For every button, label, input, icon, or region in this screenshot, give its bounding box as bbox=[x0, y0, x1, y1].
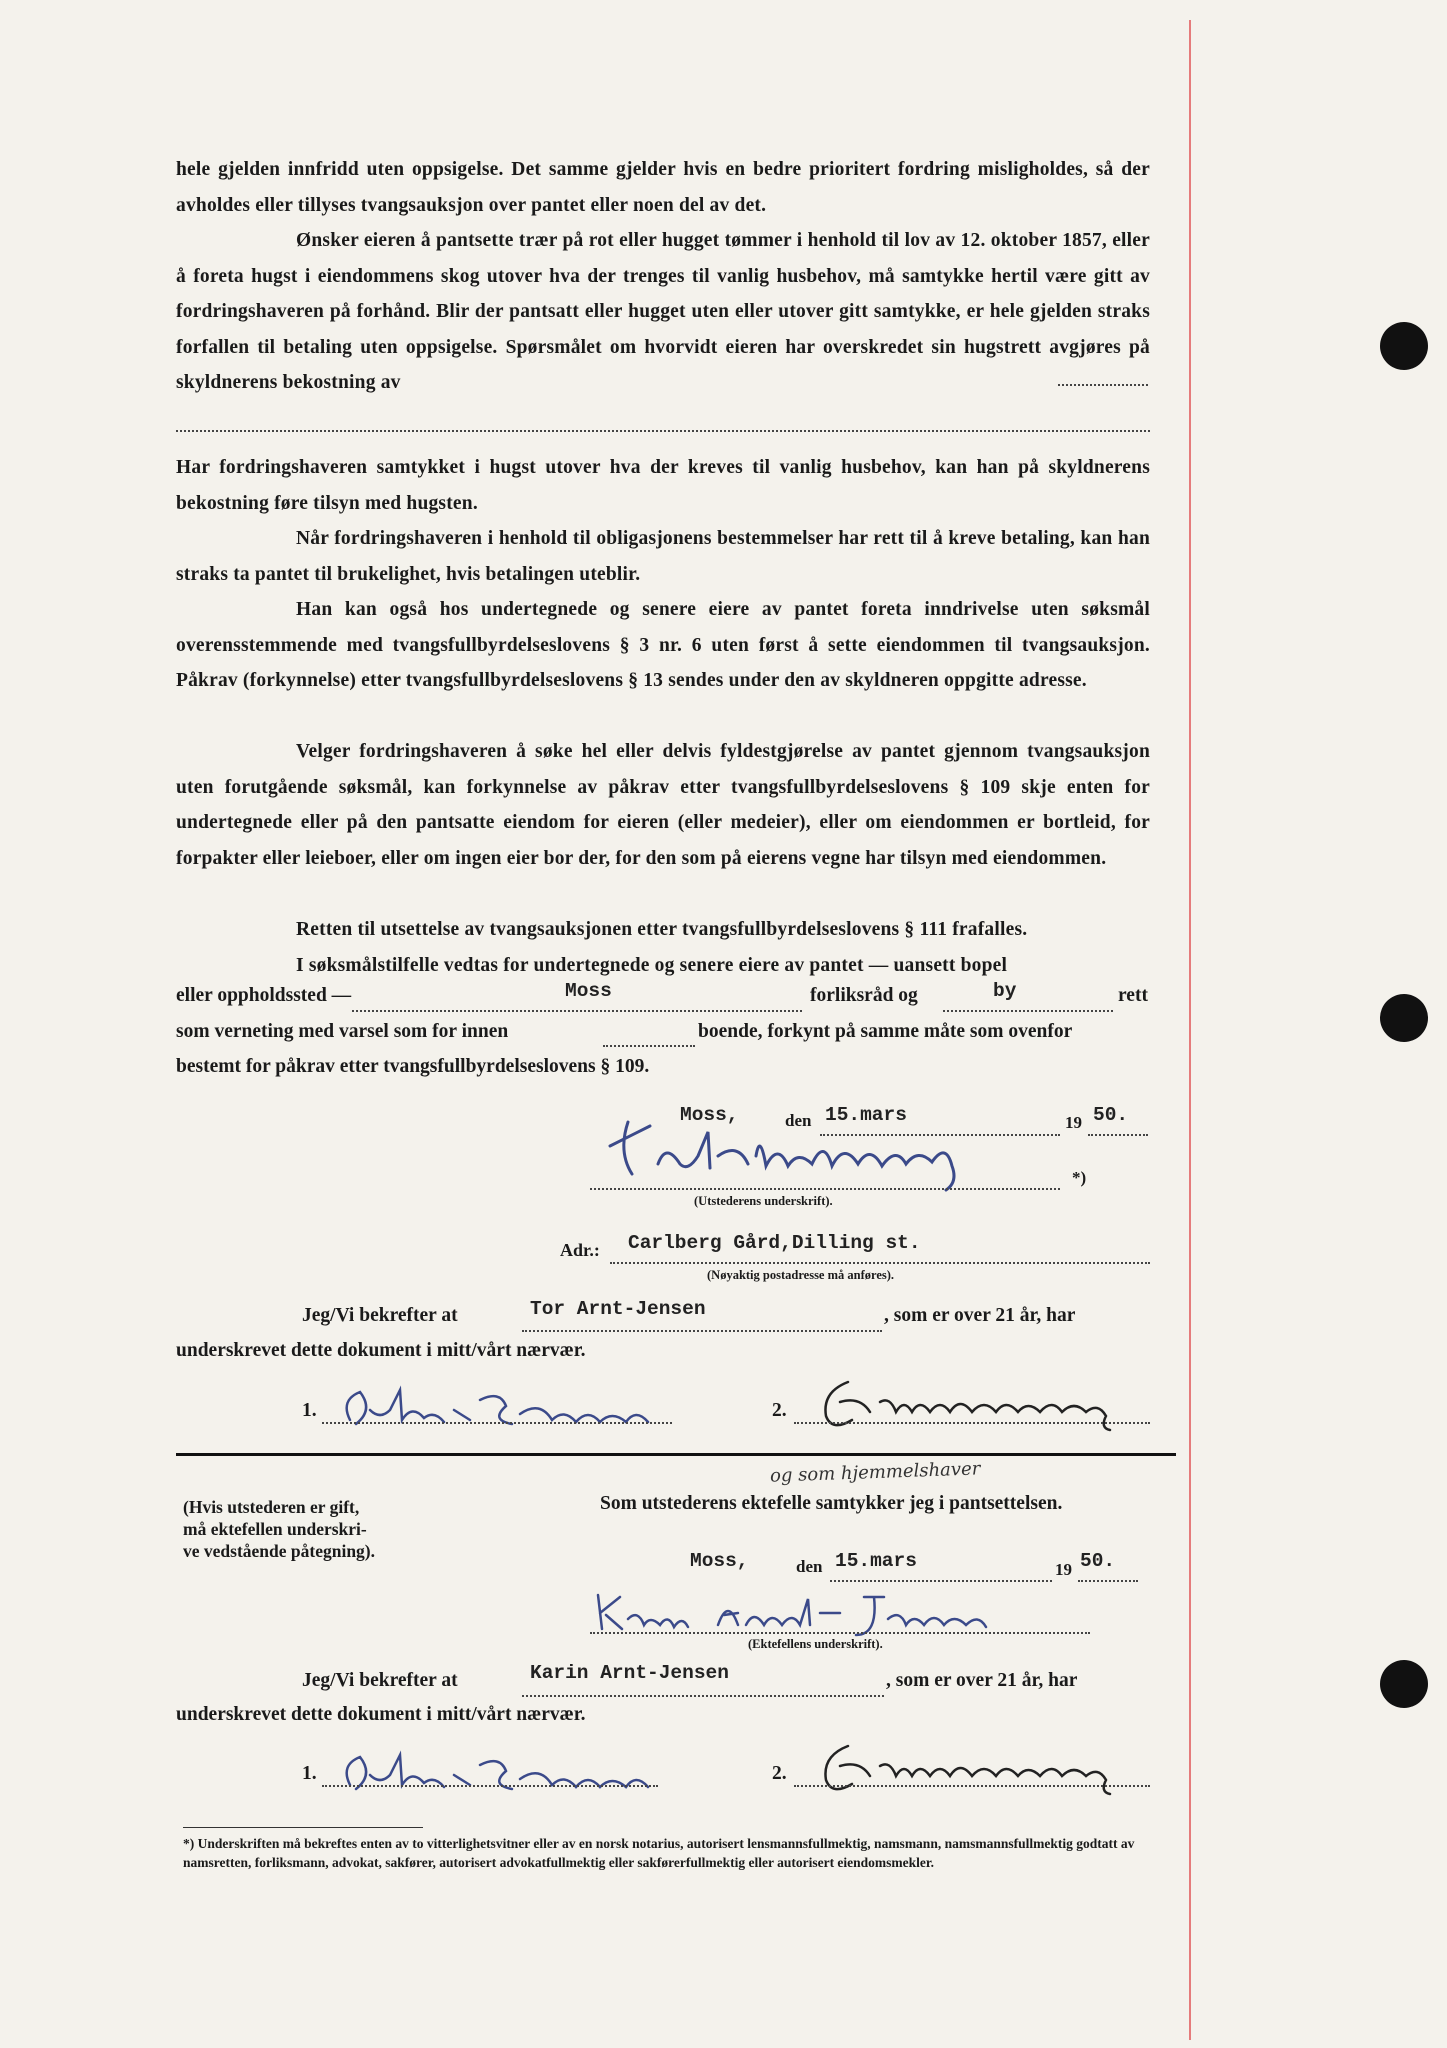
footnote: *) Underskriften må bekreftes enten av to vitterlighetsvitner eller av en norsk notarius, autorisert lensmannsfullmektig, namsmann, namsmannsfullmektig godtatt av namsretten, forliksmann, advokat, sakfører, autorisert advokatfullmektig eller sakførerfullmektig eller autorisert eiendomsmekler. bbox=[183, 1836, 1135, 1870]
confirm-name: Tor Arnt-Jensen bbox=[530, 1298, 706, 1320]
punch-hole-top bbox=[1380, 322, 1428, 370]
venue-label-c: rett bbox=[1118, 985, 1148, 1006]
handwritten-insert: og som hjemmelshaver bbox=[769, 1458, 981, 1487]
blank-line bbox=[176, 430, 1150, 432]
spouse-witness-1-number: 1. bbox=[302, 1763, 317, 1784]
paragraph-auction: Velger fordringshaveren å søke hel eller delvis fyldestgjørelse av pantet gjennom tvangsauksjon uten forutgående søksmål, kan forkynnelse av påkrav etter tvangsfullbyrdelseslovens § 109 skje enten for undertegnede eller på den pantsatte eiendom for eieren (eller medeier), eller om eiendommen er bortleid, for forpakter eller leieboer, eller om ingen eier bor der, for den som på eierens vegne har tilsyn med eiendommen. bbox=[176, 741, 1150, 869]
signature-line bbox=[590, 1632, 1090, 1634]
spouse-note-line3: ve vedstående påtegning). bbox=[183, 1541, 376, 1561]
footnote-rule bbox=[183, 1827, 423, 1828]
spouse-den: den bbox=[796, 1557, 823, 1576]
issuer-signature bbox=[588, 1112, 1008, 1192]
paragraph-default: hele gjelden innfridd uten oppsigelse. Det samme gjelder hvis en bedre prioritert fordring misligholdes, så der avholdes eller tillyses tvangsauksjon over pantet eller noen del av det. bbox=[176, 159, 1150, 216]
blank-line bbox=[352, 1010, 802, 1012]
spouse-confirm-name: Karin Arnt-Jensen bbox=[530, 1662, 729, 1684]
venue-court: by bbox=[993, 980, 1017, 1002]
witness-2-signature bbox=[800, 1372, 1160, 1442]
spouse-signature bbox=[588, 1585, 1108, 1645]
issuer-year: 50. bbox=[1093, 1104, 1129, 1126]
address-caption: (Nøyaktig postadresse må anføres). bbox=[707, 1268, 895, 1282]
spouse-place: Moss, bbox=[690, 1550, 749, 1572]
blank-line bbox=[1058, 384, 1148, 386]
witness-2-number: 2. bbox=[772, 1400, 787, 1421]
issuer-year-prefix: 19 bbox=[1065, 1113, 1082, 1132]
issuer-sig-star: *) bbox=[1072, 1168, 1087, 1187]
confirm-label: Jeg/Vi bekrefter at bbox=[302, 1305, 458, 1326]
spouse-witness-1-signature bbox=[330, 1745, 670, 1805]
punch-hole-middle bbox=[1380, 994, 1428, 1042]
paragraph-logging: Ønsker eieren å pantsette trær på rot eller hugget tømmer i henhold til lov av 12. oktober 1857, eller å foreta hugst i eiendommens skog utover hva der trenges til vanlig husbehov, må samtykke hertil være gitt av fordringshaveren på forhånd. Blir der pantsatt eller hugget uten eller utover gitt samtykke, er hele gjelden straks forfallen til betaling uten oppsigelse. Spørsmålet om hvorvidt eieren har overskredet sin hugstrett avgjøres på skyldnerens bekostning av bbox=[176, 230, 1150, 393]
signature-line bbox=[322, 1785, 658, 1787]
blank-line bbox=[610, 1262, 1150, 1264]
blank-line bbox=[522, 1695, 884, 1697]
spouse-sig-caption: (Ektefellens underskrift). bbox=[748, 1637, 883, 1651]
issuer-den: den bbox=[785, 1111, 812, 1130]
spouse-consent: Som utstederens ektefelle samtykker jeg i pantsettelsen. bbox=[600, 1493, 1063, 1514]
spouse-witness-2-number: 2. bbox=[772, 1763, 787, 1784]
signature-line bbox=[590, 1188, 1060, 1190]
spouse-year: 50. bbox=[1080, 1550, 1116, 1572]
paragraph-usage: Når fordringshaveren i henhold til obligasjonens bestemmelser har rett til å kreve betaling, kan han straks ta pantet til brukelighet, hvis betalingen uteblir. bbox=[176, 528, 1150, 585]
blank-line bbox=[1088, 1134, 1148, 1136]
issuer-address: Carlberg Gård,Dilling st. bbox=[628, 1232, 921, 1254]
spouse-confirm-label-b: , som er over 21 år, har bbox=[886, 1670, 1078, 1691]
venue-line: som verneting med varsel som for innen bbox=[176, 1021, 509, 1042]
confirm-label-c: underskrevet dette dokument i mitt/vårt nærvær. bbox=[176, 1340, 586, 1361]
issuer-date: 15.mars bbox=[825, 1104, 907, 1126]
blank-line bbox=[603, 1045, 695, 1047]
signature-line bbox=[322, 1422, 672, 1424]
venue-place: Moss bbox=[565, 980, 612, 1002]
paragraph-supervision: Har fordringshaveren samtykket i hugst utover hva der kreves til vanlig husbehov, kan han på skyldnerens bekostning føre tilsyn med hugsten. bbox=[176, 457, 1150, 514]
witness-1-signature bbox=[330, 1380, 690, 1440]
blank-line bbox=[830, 1580, 1052, 1582]
punch-hole-bottom bbox=[1380, 1660, 1428, 1708]
venue-line-c: bestemt for påkrav etter tvangsfullbyrdelseslovens § 109. bbox=[176, 1056, 650, 1077]
venue-label-b: forliksråd og bbox=[810, 985, 918, 1006]
spouse-witness-2-signature bbox=[800, 1736, 1160, 1806]
signature-line bbox=[794, 1422, 1150, 1424]
witness-1-number: 1. bbox=[302, 1400, 317, 1421]
issuer-place: Moss, bbox=[680, 1104, 739, 1126]
blank-line bbox=[943, 1010, 1113, 1012]
venue-line-b: boende, forkynt på samme måte som ovenfor bbox=[698, 1021, 1073, 1042]
address-label: Adr.: bbox=[560, 1240, 600, 1260]
paragraph-enforcement: Han kan også hos undertegnede og senere eiere av pantet foreta inndrivelse uten søksmål overensstemmende med tvangsfullbyrdelseslovens § 3 nr. 6 uten først å sette eiendommen til tvangsauksjon. Påkrav (forkynnelse) etter tvangsfullbyrdelseslovens § 13 sendes under den av skyldneren oppgitte adresse. bbox=[176, 599, 1150, 691]
spouse-date: 15.mars bbox=[835, 1550, 917, 1572]
margin-rule bbox=[1189, 20, 1191, 2040]
confirm-label-b: , som er over 21 år, har bbox=[884, 1305, 1076, 1326]
paragraph-venue-line1: I søksmålstilfelle vedtas for undertegnede og senere eiere av pantet — uansett bopel bbox=[296, 955, 1008, 976]
spouse-note-line1: (Hvis utstederen er gift, bbox=[183, 1497, 360, 1517]
venue-label: eller oppholdssted — bbox=[176, 985, 352, 1006]
blank-line bbox=[522, 1330, 882, 1332]
blank-line bbox=[1078, 1580, 1138, 1582]
spouse-note-line2: må ektefellen underskri- bbox=[183, 1519, 367, 1539]
spouse-confirm-label-c: underskrevet dette dokument i mitt/vårt nærvær. bbox=[176, 1704, 586, 1725]
issuer-sig-caption: (Utstederens underskrift). bbox=[694, 1194, 833, 1208]
spouse-year-prefix: 19 bbox=[1055, 1560, 1072, 1579]
signature-line bbox=[794, 1785, 1150, 1787]
section-divider bbox=[176, 1453, 1176, 1456]
spouse-confirm-label: Jeg/Vi bekrefter at bbox=[302, 1670, 458, 1691]
paragraph-deferral: Retten til utsettelse av tvangsauksjonen etter tvangsfullbyrdelseslovens § 111 frafalles. bbox=[296, 919, 1028, 940]
